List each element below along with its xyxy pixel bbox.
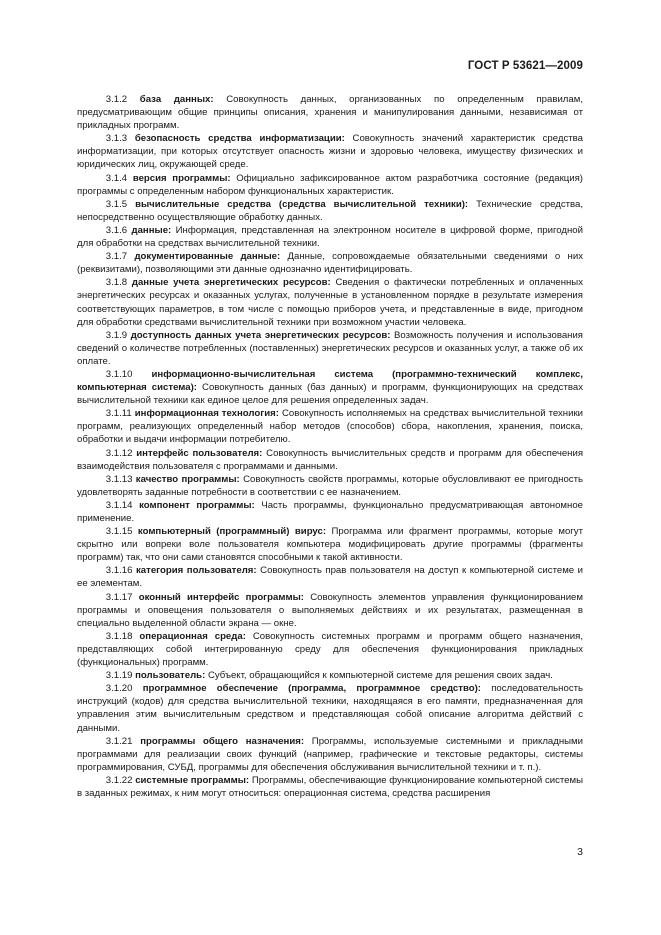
definition-3-1-14 — [77, 499, 583, 525]
definition-3-1-8 — [77, 276, 583, 328]
definition-text: Сведения о фактически потребленных и оплаченных энергетических ресурсах и оказанных услугах, полученные в установленном порядке в результате измерения соответствующих параметров, в том числе с помощью приборов учета, и представленные в виде, пригодном для обработки средствами вычислительной техники при возможном участии человека. — [77, 277, 583, 328]
definition-term: документированные данные: — [134, 251, 281, 263]
definition-text: Программы, используемые системными и прикладными программами для реализации своих функций (например, графические и текстовые редакторы, системы программирования, СУБД, программы для обеспечения обслуживания вычислительной техники и т. п.). — [77, 735, 584, 773]
definition-number: 3.1.11 — [105, 408, 132, 420]
definition-number: 3.1.9 — [105, 329, 128, 341]
definition-term: информационно-вычислительная система (программно-технический комплекс, компьютерная система): — [77, 368, 584, 394]
definition-3-1-3 — [77, 132, 583, 171]
page-number: 3 — [577, 846, 583, 858]
definition-3-1-18 — [77, 630, 583, 669]
definition-term: оконный интерфейс программы: — [138, 591, 304, 603]
definition-text: Совокупность прав пользователя на доступ к компьютерной системе и ее элементам. — [77, 565, 584, 590]
definition-number: 3.1.22 — [105, 774, 133, 786]
definition-number: 3.1.17 — [105, 591, 133, 603]
definition-term: программное обеспечение (программа, программное средство): — [142, 683, 481, 695]
definition-term: компьютерный (программный) вирус: — [137, 526, 327, 538]
definition-number: 3.1.6 — [105, 224, 128, 236]
definition-number: 3.1.13 — [105, 473, 133, 485]
definition-term: безопасность средства информатизации: — [134, 133, 345, 145]
definition-text: Программа или фрагмент программы, которые могут скрытно или вопреки воле пользователя компьютера модифицировать другие программы (фрагменты программ) так, что они сами становятся способными к такой активности. — [77, 526, 584, 564]
definition-term: пользователь: — [135, 670, 206, 682]
definition-text: Официально зафиксированное актом разработчика состояние (редакция) программы с определенным набором функциональных характеристик. — [77, 172, 584, 197]
definition-3-1-17 — [77, 591, 583, 630]
document-header: ГОСТ Р 53621—2009 — [467, 60, 583, 72]
definition-number: 3.1.5 — [105, 198, 128, 210]
definition-text: Программы, обеспечивающие функционирование компьютерной системы в заданных режимах, к ним могут относиться: операционная система, средства расширения — [77, 774, 584, 799]
definition-text: Часть программы, функционально предусматривающая автономное применение. — [77, 499, 583, 524]
definition-text: Возможность получения и использования сведений о количестве потребленных (поставленных) энергетических ресурсов и оказанных услуг, а также об их оплате. — [77, 329, 584, 367]
definition-text: Совокупность исполняемых на средствах вычислительной техники программ, реализующих определенный набор методов (способов) сбора, накопления, хранения, поиска, обработки и выдачи информации потребителю. — [77, 408, 583, 446]
definition-term: качество программы: — [135, 473, 240, 485]
definition-text: Совокупность вычислительных средств и программ для обеспечения взаимодействия пользователя с программами и данными. — [77, 447, 584, 472]
definition-term: версия программы: — [132, 172, 231, 184]
definition-term: база данных: — [139, 94, 214, 105]
definition-number: 3.1.2 — [105, 94, 128, 105]
definition-text: Совокупность элементов управления функционированием программы и оповещения пользователя о выполняемых действиях и их результатах, размещенная в специально выделенной области экрана — окне. — [77, 591, 583, 629]
definition-number: 3.1.8 — [105, 277, 128, 289]
definition-number: 3.1.14 — [105, 499, 133, 511]
definition-number: 3.1.16 — [105, 565, 133, 577]
definition-3-1-7 — [77, 250, 583, 276]
definition-number: 3.1.7 — [105, 251, 128, 263]
definition-term: программы общего назначения: — [140, 735, 305, 747]
definition-term: вычислительные средства (средства вычислительной техники): — [135, 198, 469, 210]
definition-text: Субъект, обращающийся к компьютерной системе для решения своих задач. — [207, 670, 553, 682]
definition-3-1-10 — [77, 368, 583, 407]
definition-text: Информация, представленная на электронном носителе в цифровой форме, пригодной для обработки на средствах вычислительной техники. — [77, 224, 584, 250]
definition-text: Технические средства, непосредственно осуществляющие обработку данных. — [77, 198, 584, 223]
definition-3-1-22 — [77, 774, 583, 800]
definition-number: 3.1.18 — [105, 630, 133, 642]
definition-term: категория пользователя: — [136, 565, 257, 577]
definition-3-1-15 — [77, 525, 583, 564]
definition-number: 3.1.19 — [105, 670, 133, 682]
definition-number: 3.1.10 — [105, 368, 133, 380]
definition-term: операционная среда: — [139, 630, 246, 642]
definition-text: Совокупность данных (баз данных) и программ, функционирующих на средствах вычислительной техники как единое целое для решения определенных задач. — [77, 382, 583, 407]
definition-3-1-4 — [77, 172, 583, 198]
definition-text: последовательность инструкций (кодов) для средства вычислительной техники, находящаяся в его памяти, предназначенная для управления этим вычислительным средством и представляющая собой описание алгоритма действий с данными. — [77, 683, 584, 734]
definition-text: Совокупность системных программ и программ общего назначения, представляющих собой интегрированную среду для обеспечения функционирования прикладных (функциональных) программ. — [77, 630, 583, 669]
definition-number: 3.1.4 — [105, 172, 128, 184]
definition-number: 3.1.20 — [105, 683, 133, 695]
definition-term: данные учета энергетических ресурсов: — [131, 277, 331, 289]
definition-number: 3.1.15 — [105, 526, 133, 538]
definition-text: Совокупность данных, организованных по определенным правилам, предусматривающим общие принципы описания, хранения и манипулирования данными, независимая от прикладных программ. — [77, 94, 584, 132]
definition-term: данные: — [131, 224, 172, 236]
definition-3-1-20 — [77, 682, 583, 734]
definition-3-1-21 — [77, 735, 583, 774]
definition-3-1-12 — [77, 447, 583, 473]
definition-term: интерфейс пользователя: — [136, 447, 263, 459]
definition-3-1-13 — [77, 473, 583, 499]
definition-term: компонент программы: — [139, 499, 255, 511]
definition-number: 3.1.12 — [105, 447, 133, 459]
definition-3-1-2 — [77, 93, 583, 132]
definition-text: Данные, сопровождаемые обязательными сведениями о них (реквизитами), позволяющими эти данные однозначно идентифицировать. — [77, 251, 584, 276]
definition-term: информационная технология: — [134, 408, 279, 420]
definition-number: 3.1.3 — [105, 133, 128, 145]
definition-3-1-5 — [77, 198, 583, 224]
definition-text: Совокупность свойств программы, которые обусловливают ее пригодность удовлетворять заданные потребности в соответствии с ее назначением. — [77, 473, 583, 498]
definition-term: доступность данных учета энергетических ресурсов: — [130, 329, 391, 341]
definition-text: Совокупность значений характеристик средства информатизации, при которых отсутствует опасность жизни и здоровью человека, имуществу физических и юридических лиц, окружающей среде. — [77, 133, 583, 171]
definition-number: 3.1.21 — [105, 735, 133, 747]
definition-3-1-19 — [77, 669, 583, 682]
definition-term: системные программы: — [135, 774, 250, 786]
definition-3-1-16 — [77, 564, 583, 590]
definition-3-1-11 — [77, 407, 583, 446]
definitions-list — [77, 93, 583, 800]
definition-3-1-6 — [77, 224, 583, 250]
definition-3-1-9 — [77, 329, 583, 368]
